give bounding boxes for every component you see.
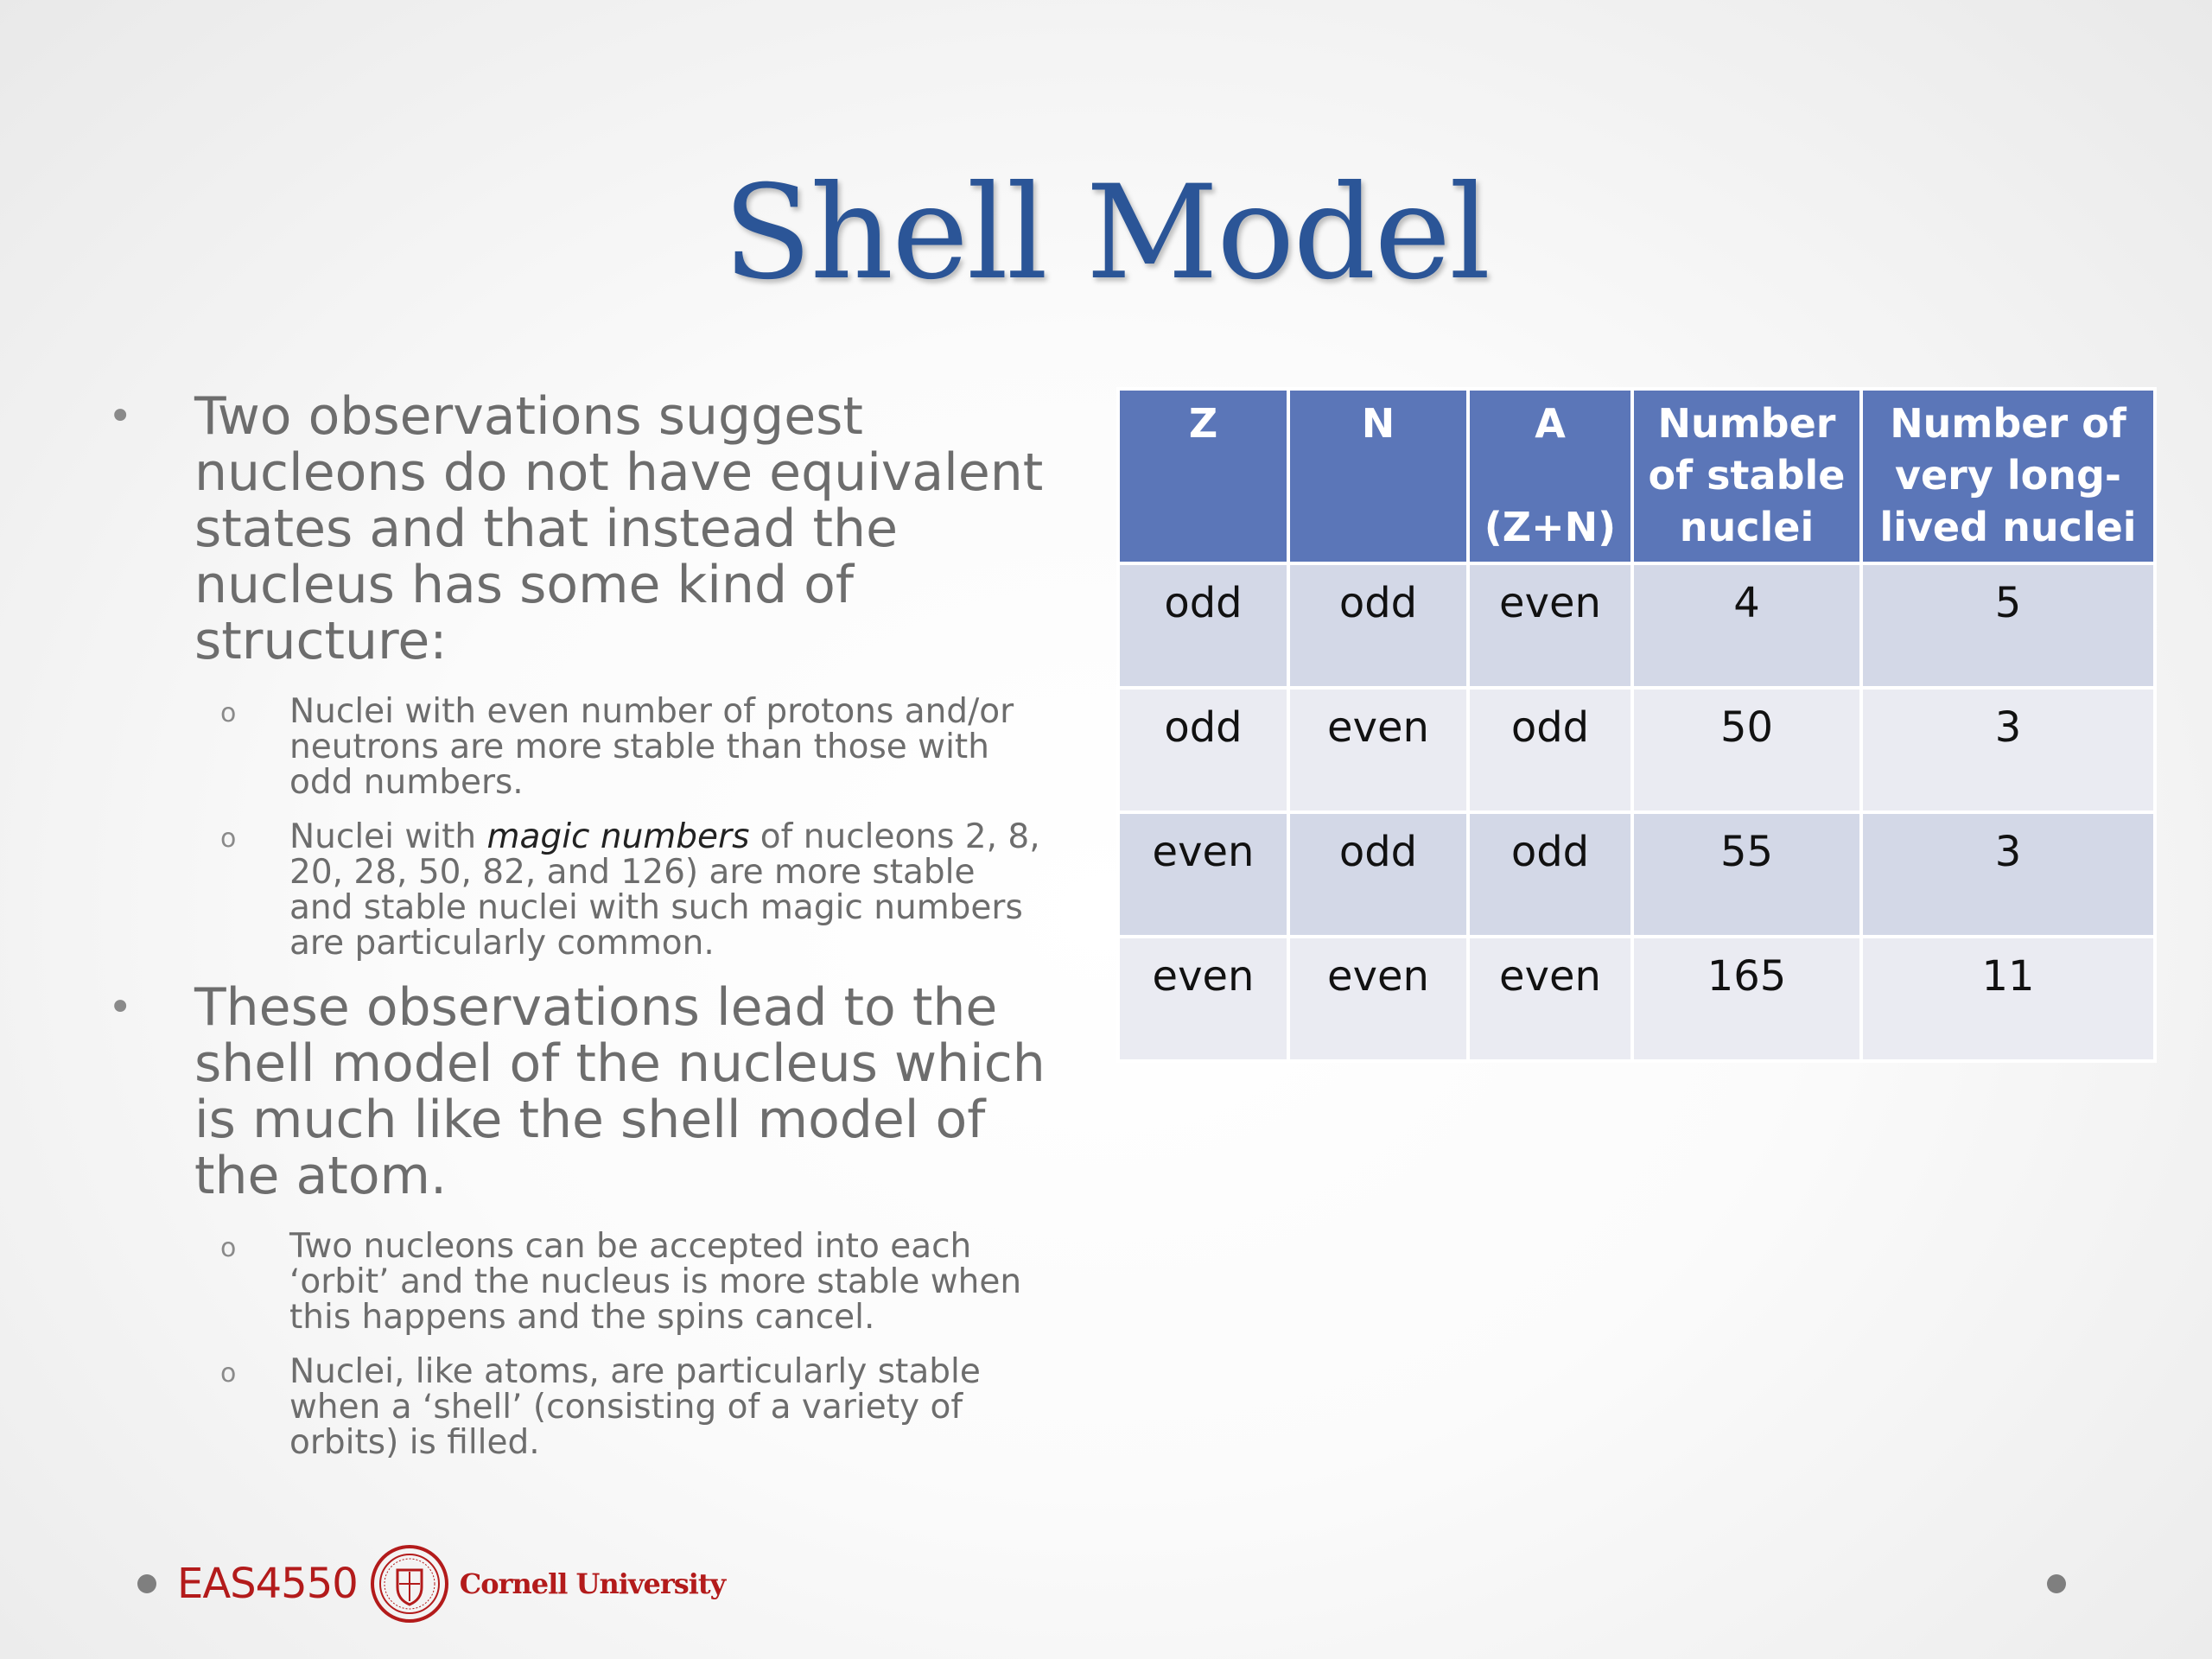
slide-title: Shell Model: [722, 158, 1490, 308]
hollow-circle-bullet-icon: o: [220, 1233, 237, 1263]
sub-bullet-text: Nuclei, like atoms, are particularly stable when a ‘shell’ (consisting of a variety of orbits) is filled.: [289, 1352, 981, 1462]
header-long-lived: Number of very long-lived nuclei: [1861, 389, 2155, 563]
sub-bullet-2-1: [104, 1229, 1046, 1335]
table-row: [1118, 812, 2155, 937]
table-row: [1118, 688, 2155, 812]
bullet-dot-icon: •: [108, 983, 133, 1032]
cell-z: odd: [1118, 563, 1288, 688]
table-row: [1118, 937, 2155, 1061]
bullet-2-text: These observations lead to the shell model of the nucleus which is much like the shell model of the atom.: [194, 977, 1046, 1206]
sub-bullet-text: Two nucleons can be accepted into each ‘orbit’ and the nucleus is more stable when this happens and the spins cancel.: [289, 1227, 1022, 1337]
cell-a: odd: [1468, 688, 1632, 812]
sub-bullet-1-1: [104, 694, 1046, 800]
header-n: N: [1288, 389, 1468, 563]
bullet-1-subitems: [104, 694, 1046, 961]
header-stable: Number of stable nuclei: [1632, 389, 1861, 563]
hollow-circle-bullet-icon: o: [220, 823, 237, 854]
bullet-1-text: Two observations suggest nucleons do not have equivalent states and that instead the nucleus has some kind of structure:: [194, 386, 1044, 671]
cell-stable: 55: [1632, 812, 1861, 937]
sub-bullet-2-2: [104, 1354, 1046, 1460]
cell-n: even: [1288, 688, 1468, 812]
bullet-2: [104, 977, 1046, 1206]
institution-name: Cornell University: [459, 1567, 726, 1600]
cell-long-lived: 5: [1861, 563, 2155, 688]
magic-numbers-emphasis: magic numbers: [486, 817, 750, 856]
bullet-1: [104, 386, 1046, 671]
bullet-dot-icon: •: [108, 392, 133, 441]
sub-bullet-text-cont: of nucleons 2, 8, 20, 28, 50, 82, and 126) are more stable and stable nuclei with such magic numbers are particularly common.: [289, 817, 1040, 963]
footer-branding: [177, 1541, 725, 1627]
cornell-seal-icon: [370, 1544, 449, 1624]
cell-stable: 4: [1632, 563, 1861, 688]
cell-a: even: [1468, 563, 1632, 688]
cell-n: odd: [1288, 812, 1468, 937]
bullet-2-subitems: [104, 1229, 1046, 1460]
table-row: [1118, 563, 2155, 688]
cell-n: even: [1288, 937, 1468, 1061]
cell-long-lived: 3: [1861, 688, 2155, 812]
cell-stable: 50: [1632, 688, 1861, 812]
hollow-circle-bullet-icon: o: [220, 698, 237, 728]
sub-bullet-text: Nuclei with even number of protons and/or neutrons are more stable than those with odd numbers.: [289, 692, 1014, 802]
cell-stable: 165: [1632, 937, 1861, 1061]
cell-z: even: [1118, 937, 1288, 1061]
hollow-circle-bullet-icon: o: [220, 1358, 237, 1389]
cell-a: even: [1468, 937, 1632, 1061]
cell-long-lived: 3: [1861, 812, 2155, 937]
footer-left-dot: [137, 1574, 156, 1593]
cell-z: odd: [1118, 688, 1288, 812]
header-a: A (Z+N): [1468, 389, 1632, 563]
slide-body: [104, 386, 1046, 1479]
course-code: EAS4550: [177, 1560, 358, 1608]
sub-bullet-1-2: [104, 819, 1046, 961]
cell-n: odd: [1288, 563, 1468, 688]
cell-a: odd: [1468, 812, 1632, 937]
sub-bullet-text: Nuclei with: [289, 817, 487, 856]
nuclei-stability-table: [1116, 387, 2157, 1063]
footer-right-dot: [2047, 1574, 2066, 1593]
table-header-row: [1118, 389, 2155, 563]
cell-long-lived: 11: [1861, 937, 2155, 1061]
cell-z: even: [1118, 812, 1288, 937]
header-a-subtitle: (Z+N): [1484, 504, 1617, 550]
header-z: Z: [1118, 389, 1288, 563]
